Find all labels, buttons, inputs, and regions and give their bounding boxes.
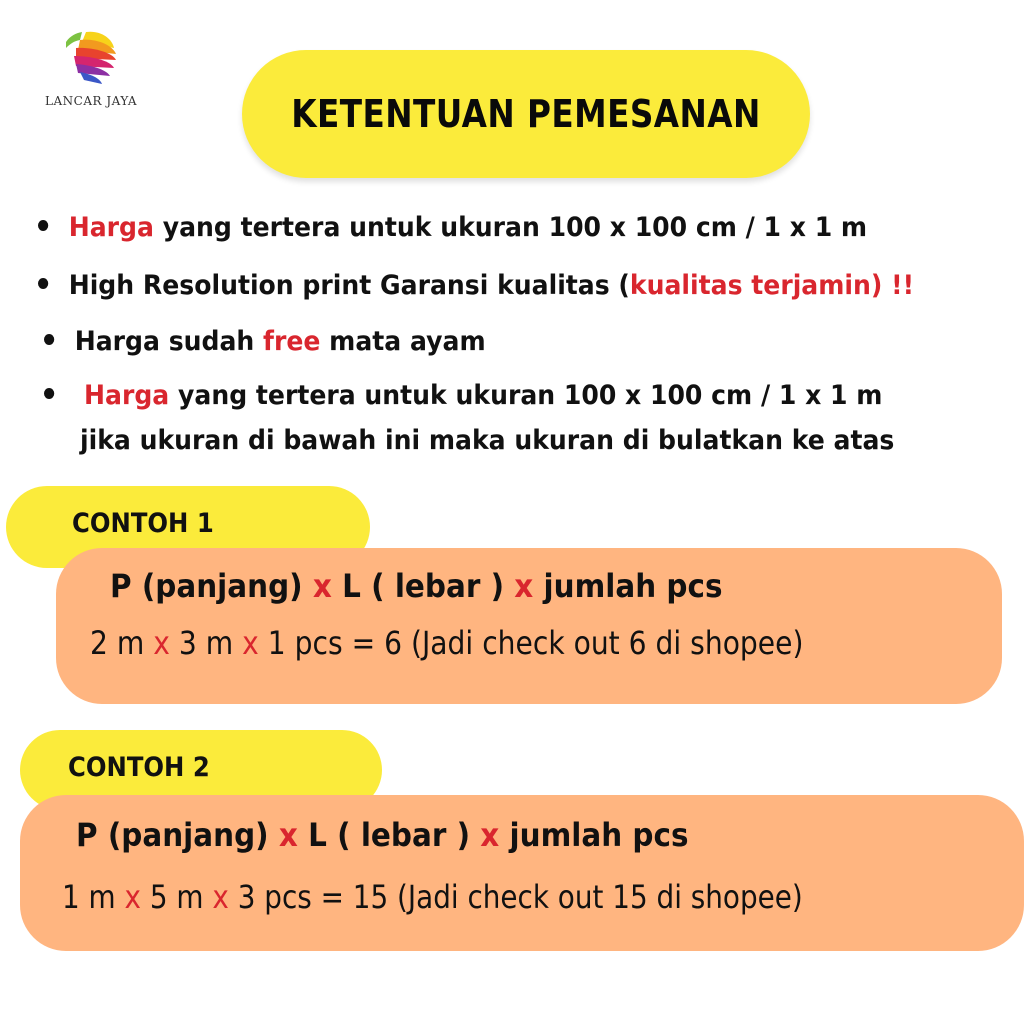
bullet-dot-icon: [38, 278, 48, 289]
list-item-continuation: jika ukuran di bawah ini maka ukuran di bulatkan ke atas: [80, 425, 895, 456]
highlight-text: free: [263, 326, 321, 357]
highlight-text: Harga: [83, 380, 170, 411]
list-item: [44, 326, 486, 357]
bullet-dot-icon: [38, 220, 48, 231]
calc-width: 3 m: [169, 624, 243, 662]
multiply-sign: x: [242, 624, 259, 662]
example-2-label: CONTOH 2: [68, 752, 210, 783]
example-1-label: CONTOH 1: [72, 508, 214, 539]
example-1-calculation: [90, 624, 803, 662]
item-text: Harga sudah: [74, 326, 264, 357]
formula-width: L ( lebar ): [297, 816, 481, 854]
bullet-dot-icon: [44, 388, 54, 399]
formula-quantity: jumlah pcs: [533, 567, 723, 605]
item-text: mata ayam: [320, 326, 486, 357]
multiply-sign: x: [124, 878, 142, 916]
highlight-text: Harga: [68, 212, 154, 243]
title-banner: [242, 50, 810, 178]
calc-result: 3 pcs = 15 (Jadi check out 15 di shopee): [228, 878, 803, 916]
example-2-formula: [76, 816, 688, 854]
multiply-sign: x: [514, 567, 534, 605]
rainbow-swirl-icon: [56, 28, 120, 90]
multiply-sign: x: [212, 878, 229, 916]
multiply-sign: x: [278, 816, 298, 854]
highlight-text: kualitas terjamin) !!: [629, 270, 915, 301]
example-1-formula: [110, 567, 722, 605]
calc-length: 1 m: [62, 878, 125, 916]
formula-width: L ( lebar ): [331, 567, 515, 605]
calc-width: 5 m: [141, 878, 213, 916]
list-item: [38, 270, 914, 301]
item-text: yang tertera untuk ukuran 100 x 100 cm / 1 x 1 m: [153, 212, 868, 243]
formula-length: P (panjang): [110, 567, 313, 605]
multiply-sign: x: [312, 567, 332, 605]
brand-logo: [36, 28, 146, 128]
page-title: KETENTUAN PEMESANAN: [291, 92, 761, 136]
brand-name: LANCAR JAYA: [45, 94, 137, 108]
list-item: [44, 380, 882, 411]
multiply-sign: x: [480, 816, 500, 854]
example-2-calculation: [62, 878, 803, 916]
formula-length: P (panjang): [76, 816, 279, 854]
item-text: High Resolution print Garansi kualitas (: [68, 270, 630, 301]
multiply-sign: x: [153, 624, 170, 662]
calc-length: 2 m: [90, 624, 154, 662]
bullet-dot-icon: [44, 334, 54, 345]
calc-result: 1 pcs = 6 (Jadi check out 6 di shopee): [258, 624, 804, 662]
item-text: yang tertera untuk ukuran 100 x 100 cm / 1 x 1 m: [169, 380, 883, 411]
list-item: [38, 212, 867, 243]
formula-quantity: jumlah pcs: [499, 816, 689, 854]
